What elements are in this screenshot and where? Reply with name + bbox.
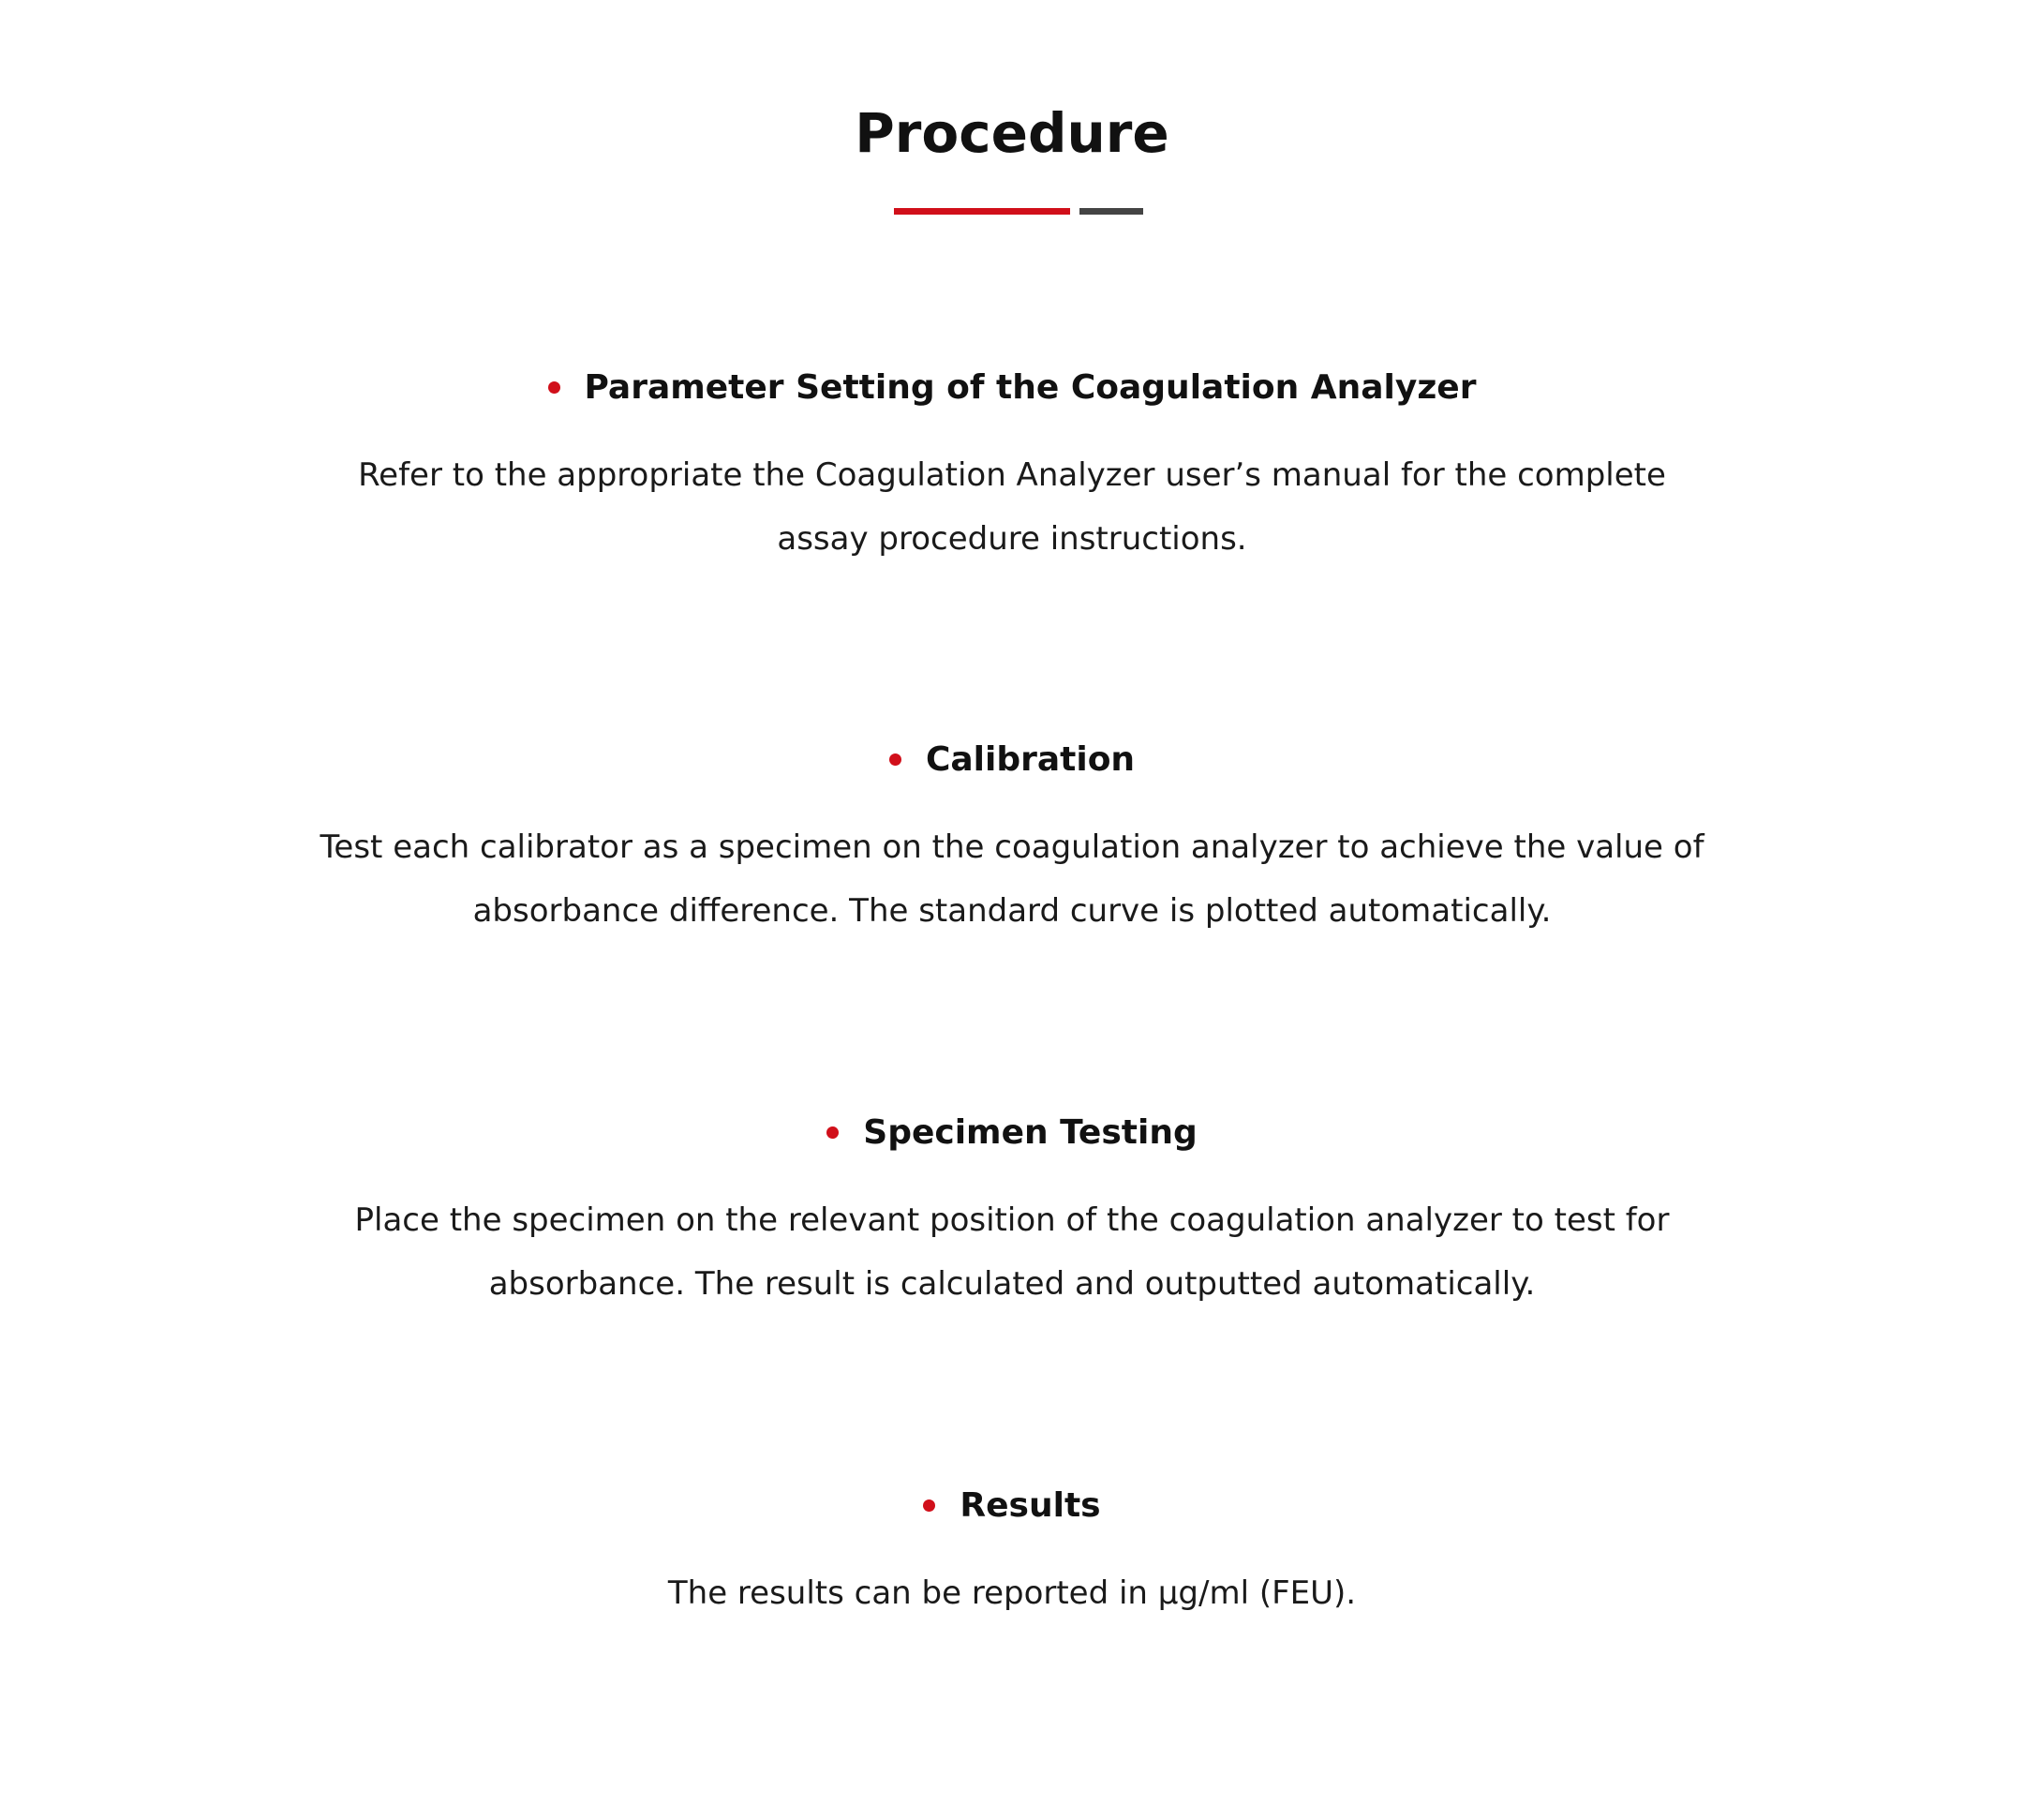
section-heading-text: Parameter Setting of the Coagulation Analyzer xyxy=(584,367,1477,407)
divider-accent-bar xyxy=(894,208,1070,215)
bullet-dot-icon xyxy=(548,381,560,394)
section-heading-text: Results xyxy=(960,1485,1101,1525)
bullet-dot-icon xyxy=(826,1126,839,1139)
section-results xyxy=(0,1477,2024,1625)
section-heading xyxy=(0,359,2024,415)
section-heading xyxy=(0,731,2024,787)
section-parameter-setting xyxy=(0,359,2024,571)
section-calibration xyxy=(0,731,2024,943)
section-body-text: The results can be reported in μg/ml (FEU). xyxy=(667,1574,1357,1612)
page-title: Procedure xyxy=(855,101,1169,165)
title-divider xyxy=(0,208,2024,215)
section-body-text: Test each calibrator as a specimen on the coagulation analyzer to achieve the value of absorbance difference. The standard curve is plotted automatically. xyxy=(320,828,1704,930)
section-heading-text: Calibration xyxy=(925,739,1136,779)
bullet-dot-icon xyxy=(889,753,901,766)
section-heading-text: Specimen Testing xyxy=(863,1112,1198,1152)
divider-secondary-bar xyxy=(1079,208,1143,215)
bullet-dot-icon xyxy=(923,1499,935,1512)
section-body-text: Place the specimen on the relevant position of the coagulation analyzer to test for absorbance. The result is calculated and outputted automatically. xyxy=(354,1201,1670,1303)
section-heading xyxy=(0,1104,2024,1160)
section-specimen-testing xyxy=(0,1104,2024,1316)
section-heading xyxy=(0,1477,2024,1533)
section-body-text: Refer to the appropriate the Coagulation Analyzer user’s manual for the complete assay procedure instructions. xyxy=(358,456,1666,558)
